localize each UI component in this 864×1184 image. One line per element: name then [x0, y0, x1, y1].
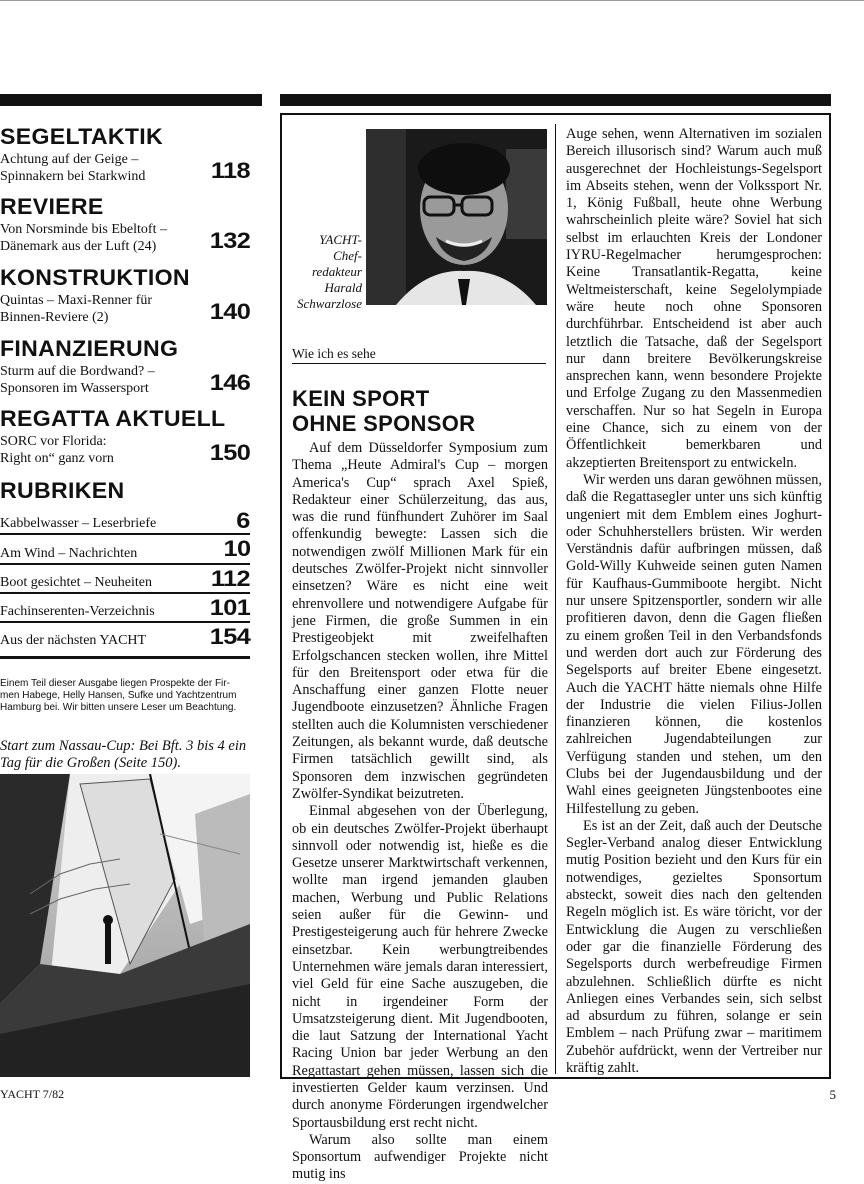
toc-entry-page: 140 [209, 299, 250, 324]
sailing-boats-image [0, 774, 250, 1077]
photo-caption: Start zum Nassau-Cup: Bei Bft. 3 bis 4 ein Tag für die Großen (Seite 150). [0, 738, 247, 771]
toc-section-title: FINANZIERUNG [0, 336, 179, 361]
toc-entry-page: 112 [210, 566, 250, 591]
toc-entry-page: 101 [209, 595, 250, 620]
portrait-caption-text: YACHT- Chef- redakteur Harald Schwarzlose [297, 232, 362, 311]
editor-portrait [366, 129, 547, 305]
toc-rule [0, 563, 250, 565]
toc-entry-page: 146 [209, 370, 250, 395]
toc-rule [0, 656, 250, 659]
toc-entry-page: 150 [209, 440, 250, 465]
toc-entry-text: Kabbelwasser – Leserbriefe [0, 516, 157, 531]
toc-entry-text: Sturm auf die Bordwand? – Sponsoren im Wassersport [0, 364, 155, 396]
editor-portrait-image [366, 129, 547, 305]
toc-entry-page: 132 [209, 228, 250, 253]
toc-entry-page: 6 [236, 508, 250, 533]
editorial-top-bar [280, 94, 831, 106]
toc-entry-text: Quintas – Maxi-Renner für Binnen-Reviere (2) [0, 293, 153, 325]
paragraph: Auf dem Düsseldorfer Symposium zum Thema „Heute Admiral's Cup – morgen America's Cup“ sprach Axel Spieß, Redakteur einer Schülerzeitung, das aus, was die rund fünfhundert Zuhörer im Saal offenkundig bewegte: Lassen sich die notwendigen zwölf Millionen Mark für ein deutsches Zwölfer-Projekt nicht sinnvoller einsetzen? Wäre es nicht eine weit ehrenvollere und notwendigere Aufgabe für jene Firmen, die große Summen in ein Prestigeobjekt mit zweifelhaften Erfolgschancen stecken wollen, ihre Mittel für den Breitensport oder etwa für die Anschaffung einer ganzen Flotte neuer Jugendboote einzusetzen? Ähnliche Fragen stellten auch die Kolumnisten verschiedener Zeitungen, als bekannt wurde, daß deutsche Firmen tatsächlich gewillt sind, als Sponsoren dem inzwischen gegründeten Zwölfer-Syndikat beizutreten. [292, 440, 548, 802]
toc-section-title: REGATTA AKTUELL [0, 406, 226, 431]
editorial-column-1 [292, 440, 548, 1184]
toc-section-title: REVIERE [0, 194, 104, 219]
toc-entry-text: Boot gesichtet – Neuheiten [0, 575, 153, 590]
toc-entry-text: Aus der nächsten YACHT [0, 633, 147, 648]
paragraph: Es ist an der Zeit, daß auch der Deutsche Segler-Verband analog dieser Entwicklung mutig Position bezieht und den Kurs für ein notwendiges, gezieltes Sponsortum absteckt, soweit dies nach den geltenden Regeln möglich ist. Es wäre töricht, vor der Entwicklung die Augen zu verschließen oder gar die finanzielle Förderung des Segelsports durch werbefreudige Firmen abzulehnen. Schließlich dürfte es nicht Anliegen eines Verbandes sein, sich selbst ad absurdum zu führen, solange er sein Emblem – nach Prüfung zwar – maritimem Zubehör aufdrückt, wenn der Vertreiber nur kräftig zahlt. [566, 817, 822, 1077]
toc-rule [0, 533, 250, 535]
toc-rule [0, 592, 250, 594]
sailing-photo [0, 774, 250, 1077]
toc-top-bar [0, 94, 262, 106]
toc-entry-text: Fachinserenten-Verzeichnis [0, 604, 155, 619]
column-label-rule [292, 363, 546, 364]
toc-entry-text: Am Wind – Nachrichten [0, 546, 138, 561]
top-edge-line [0, 0, 864, 1]
column-label: Wie ich es sehe [292, 346, 376, 361]
issue-footer: YACHT 7/82 [0, 1087, 65, 1101]
insert-note: Einem Teil dieser Ausgabe liegen Prospekte der Fir- men Habege, Helly Hansen, Sufke und Yachtzentrum Hamburg bei. Wir bitten unsere Leser um Beachtung. [0, 678, 237, 713]
toc-rule [0, 621, 250, 623]
editorial-column-2 [566, 126, 822, 1077]
paragraph: Einmal abgesehen von der Überlegung, ob ein deutsches Zwölfer-Projekt überhaupt sinnvoll oder notwendig ist, hieße es die Gesetze unserer Marktwirtschaft verkennen, wollte man irgend jemanden glauben machen, Werbung und Public Relations seien außer für die Gewinn- und Prestigesteigerung auch für hehrere Zwecke einsetzbar. Kein werbungtreibendes Unternehmen wäre jemals daran interessiert, viel Geld für eine Sache auszugeben, die nicht in irgendeiner Form der Umsatzsteigerung dient. Mit Jugendbooten, die laut Satzung der International Yacht Racing Union bar jeder Werbung an den Regattastart gehen müssen, lassen sich die investierten Gelder kaum verzinsen. Und durch anonyme Förderungen irgendwelcher Sportausbildung erst recht nicht. [292, 803, 548, 1131]
toc-section-title: KONSTRUKTION [0, 265, 190, 290]
toc-entry-page: 118 [210, 158, 250, 183]
paragraph: Warum also sollte man einem Sponsortum aufwendiger Projekte nicht mutig ins [292, 1131, 548, 1183]
paragraph: Wir werden uns daran gewöhnen müssen, daß die Regattasegler unter uns sich künftig ungeniert mit dem Emblem eines Joghurt- oder Schuhherstellers brüsten. Wir werden Verständnis dafür aufbringen müssen, daß Gold-Willy Kuhweide seinen guten Namen für Kaufhaus-Gummiboote hergibt. Nicht nur unsere Spitzensportler, sondern wir alle profitieren davon, denn die Gagen fließen zu einem großen Teil in den Verbandsfonds und werden dort auch zur Förderung des Segelsports auf breiter Ebene eingesetzt. Auch die YACHT hätte niemals ohne Hilfe der Industrie die vielen Filius-Jollen finanzieren können, die kostenlos zahlreichen Jugendabteilungen zur Verfügung standen und stehen, um den Clubs bei der Jugendausbildung und der Wahl eines geeigneten Jüngstenbootes eine Hilfestellung zu geben. [566, 471, 822, 817]
toc-entry-page: 10 [222, 536, 250, 561]
toc-entry-page: 154 [209, 624, 250, 649]
toc-entry-text: Achtung auf der Geige – Spinnakern bei Starkwind [0, 152, 146, 184]
column-divider [555, 124, 556, 1074]
portrait-caption [290, 232, 362, 312]
toc-entry-text: SORC vor Florida: Right on“ ganz vorn [0, 434, 114, 466]
editorial-headline: KEIN SPORT OHNE SPONSOR [292, 386, 476, 436]
page-number: 5 [829, 1087, 836, 1102]
toc-entry-text: Von Norsminde bis Ebeltoft – Dänemark aus der Luft (24) [0, 222, 167, 254]
toc-section-title: SEGELTAKTIK [0, 124, 164, 149]
toc-section-title: RUBRIKEN [0, 478, 125, 503]
paragraph: Auge sehen, wenn Alternativen im sozialen Bereich illusorisch sind? Warum auch muß ausgerechnet der Hochleistungs-Segelsport im Abseits stehen, wenn der Volkssport Nr. 1, König Fußball, heute ohne Werbung wahrscheinlich pleite wäre? Soviel hat sich selbst im erlauchten Kreis der Londoner IYRU-Regelmacher herumgesprochen: Keine Transatlantik-Regatta, keine Weltmeisterschaft, keine Segelolympiade wäre heute noch ohne Sponsoren durchführbar. Entscheidend ist aber auch letztlich die Tatsache, daß der Segelsport nur dann breitere Bevölkerungskreise ansprechen kann, wenn besondere Projekte und Erfolge Zugang zu den Massenmedien verschaffen. Nur so hat Segeln in Europa eine Chance, sich zu einem von der Öffentlichkeit bemerkbaren und akzeptierten Breitensport zu entwickeln. [566, 126, 822, 471]
